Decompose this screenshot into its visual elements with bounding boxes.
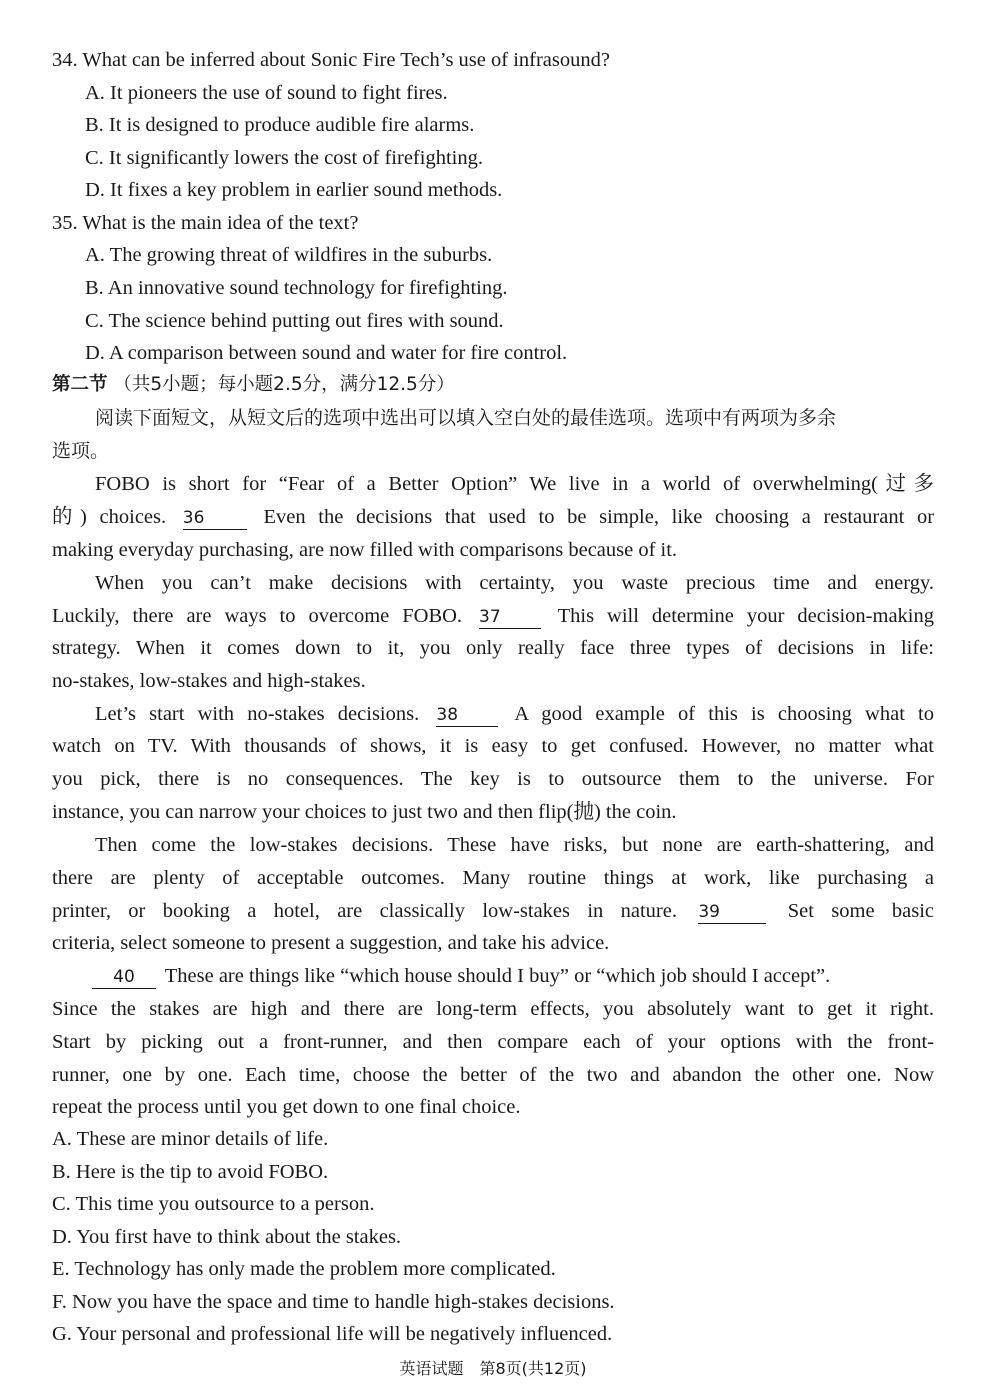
q34-option-b: B. It is designed to produce audible fire alarms. xyxy=(85,114,475,136)
p2-line-4: no-stakes, low-stakes and high-stakes. xyxy=(52,670,366,692)
choice-g: G. Your personal and professional life will be negatively influenced. xyxy=(52,1323,613,1345)
p5-line-1 xyxy=(52,960,934,992)
q35-stem: 35. What is the main idea of the text? xyxy=(52,212,359,234)
p3-line-1 xyxy=(52,698,934,730)
choice-d: D. You first have to think about the stakes. xyxy=(52,1226,402,1248)
p2-line-1: When you can’t make decisions with certainty, you waste precious time and energy. xyxy=(95,572,934,594)
p3-line-3: you pick, there is no consequences. The key is to outsource them to the universe. For xyxy=(52,768,934,790)
blank-37: 37 xyxy=(479,606,541,629)
q34-option-c: C. It significantly lowers the cost of firefighting. xyxy=(85,147,483,169)
p3-line-2: watch on TV. With thousands of shows, it is easy to get confused. However, no matter what xyxy=(52,735,934,757)
q35-option-b: B. An innovative sound technology for firefighting. xyxy=(85,277,508,299)
q34-option-d: D. It fixes a key problem in earlier sound methods. xyxy=(85,179,503,201)
choice-f: F. Now you have the space and time to handle high-stakes decisions. xyxy=(52,1291,615,1313)
blank-39: 39 xyxy=(698,901,766,924)
blank-36: 36 xyxy=(183,507,247,530)
p4-line-1: Then come the low-stakes decisions. These have risks, but none are earth-shattering, and xyxy=(95,834,934,856)
p1-line-3: making everyday purchasing, are now filled with comparisons because of it. xyxy=(52,539,678,561)
p3-text-a: Let’s start with no-stakes decisions. xyxy=(95,703,420,725)
p1-text-b: Even the decisions that used to be simple, like choosing a restaurant or xyxy=(263,506,935,528)
choice-a: A. These are minor details of life. xyxy=(52,1128,329,1150)
q34-stem: 34. What can be inferred about Sonic Fire Tech’s use of infrasound? xyxy=(52,49,610,71)
p3-line-4: instance, you can narrow your choices to just two and then flip(抛) the coin. xyxy=(52,801,677,823)
p5-line-5: repeat the process until you get down to one final choice. xyxy=(52,1096,521,1118)
p2-text-b: This will determine your decision-making xyxy=(557,605,934,627)
p3-text-b: A good example of this is choosing what to xyxy=(514,703,935,725)
choice-b: B. Here is the tip to avoid FOBO. xyxy=(52,1161,329,1183)
instructions-line-1: 阅读下面短文，从短文后的选项中选出可以填入空白处的最佳选项。选项中有两项为多余 xyxy=(95,407,837,429)
p5-line-4: runner, one by one. Each time, choose the better of the two and abandon the other one. Now xyxy=(52,1064,934,1086)
instructions-line-2: 选项。 xyxy=(52,440,110,462)
p4-line-3 xyxy=(52,895,934,927)
section-title: 第二节 xyxy=(52,374,108,395)
choice-c: C. This time you outsource to a person. xyxy=(52,1193,375,1215)
p5-line-2: Since the stakes are high and there are long-term effects, you absolutely want to get it right. xyxy=(52,998,934,1020)
p4-text-a: printer, or booking a hotel, are classically low-stakes in nature. xyxy=(52,900,677,922)
q35-option-c: C. The science behind putting out fires with sound. xyxy=(85,310,504,332)
p2-line-2 xyxy=(52,600,934,632)
blank-40: 40 xyxy=(92,966,156,989)
q35-option-a: A. The growing threat of wildfires in the suburbs. xyxy=(85,244,493,266)
p4-line-2: there are plenty of acceptable outcomes. Many routine things at work, like purchasing a xyxy=(52,867,934,889)
page-footer: 英语试题 第8页(共12页) xyxy=(399,1359,587,1378)
choice-e: E. Technology has only made the problem more complicated. xyxy=(52,1258,556,1280)
blank-38: 38 xyxy=(436,704,498,727)
p1-text-a: 的) choices. xyxy=(52,506,167,528)
p5-text-a: These are things like “which house should I buy” or “which job should I accept”. xyxy=(164,965,831,987)
p2-text-a: Luckily, there are ways to overcome FOBO. xyxy=(52,605,463,627)
q35-option-d: D. A comparison between sound and water for fire control. xyxy=(85,342,568,364)
p1-line-1: FOBO is short for “Fear of a Better Option” We live in a world of overwhelming(过多 xyxy=(95,473,934,495)
p1-line-2 xyxy=(52,501,934,533)
p5-line-3: Start by picking out a front-runner, and then compare each of your options with the front- xyxy=(52,1031,934,1053)
q34-option-a: A. It pioneers the use of sound to fight fires. xyxy=(85,82,448,104)
section-heading xyxy=(52,369,934,401)
p4-line-4: criteria, select someone to present a suggestion, and take his advice. xyxy=(52,932,610,954)
p2-line-3: strategy. When it comes down to it, you only really face three types of decisions in life: xyxy=(52,637,934,659)
p4-text-b: Set some basic xyxy=(787,900,935,922)
section-info: （共5小题；每小题2.5分，满分12.5分） xyxy=(113,374,455,395)
